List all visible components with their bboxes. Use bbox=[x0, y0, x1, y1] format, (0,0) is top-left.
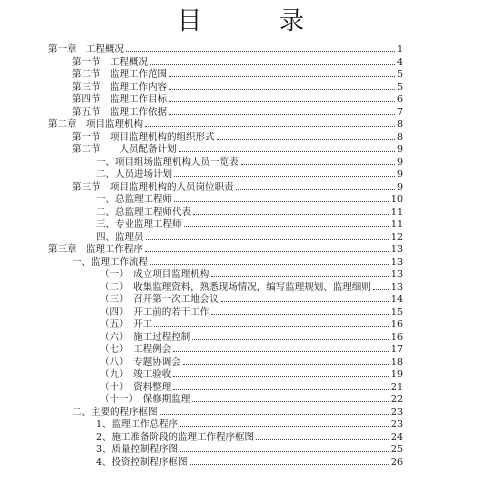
toc-entry-page: 9 bbox=[396, 156, 403, 168]
dot-leader bbox=[179, 151, 395, 152]
toc-entry-page: 14 bbox=[390, 294, 403, 305]
dot-leader bbox=[126, 51, 395, 52]
toc-entry[interactable] bbox=[100, 355, 403, 368]
toc-entry-page: 6 bbox=[396, 94, 403, 105]
toc-entry-label: 二、总监理工程师代表 bbox=[96, 206, 192, 218]
toc-entry-page: 16 bbox=[390, 331, 403, 343]
dot-leader bbox=[190, 464, 389, 465]
toc-entry-label: （六） 施工过程控制 bbox=[100, 331, 191, 343]
toc-entry[interactable] bbox=[100, 305, 403, 318]
toc-entry[interactable] bbox=[96, 442, 403, 455]
toc-entry[interactable] bbox=[100, 367, 403, 380]
toc-entry-page: 22 bbox=[390, 394, 403, 405]
toc-entry-page: 13 bbox=[390, 244, 403, 255]
toc-entry[interactable] bbox=[72, 80, 403, 93]
dot-leader bbox=[169, 101, 395, 102]
toc-entry-label: 三、专业监理工程师 bbox=[96, 219, 182, 230]
dot-leader bbox=[183, 364, 389, 365]
dot-leader bbox=[256, 439, 389, 440]
toc-entry-page: 26 bbox=[390, 456, 403, 468]
toc-entry-page: 9 bbox=[396, 169, 403, 180]
toc-entry[interactable] bbox=[72, 67, 403, 80]
toc-entry-page: 9 bbox=[396, 181, 403, 193]
toc-entry-label: 第二节 人员配备计划 bbox=[72, 144, 177, 155]
toc-entry-page: 10 bbox=[390, 194, 403, 205]
toc-entry[interactable] bbox=[96, 205, 403, 218]
toc-entry-label: 第三节 监理工作内容 bbox=[72, 81, 168, 93]
toc-entry[interactable] bbox=[96, 167, 403, 180]
toc-entry-page: 13 bbox=[390, 269, 403, 280]
toc-entry-page: 18 bbox=[390, 356, 403, 368]
toc-entry-label: （二） 收集监理资料，熟悉现场情况，编写监理规划、监理细则 bbox=[100, 281, 371, 293]
toc-entry-page: 25 bbox=[390, 444, 403, 455]
toc-entry-page: 16 bbox=[390, 319, 403, 330]
dot-leader bbox=[192, 401, 389, 402]
toc-entry-label: 第三章 监理工作程序 bbox=[48, 244, 144, 255]
toc-entry-page: 13 bbox=[390, 281, 403, 293]
toc-entry[interactable] bbox=[100, 267, 403, 280]
toc-entry[interactable] bbox=[100, 330, 403, 343]
toc-entry[interactable] bbox=[72, 255, 403, 268]
dot-leader bbox=[174, 201, 389, 202]
dot-leader bbox=[192, 339, 389, 340]
toc-entry-label: 一、监理工作流程 bbox=[72, 256, 149, 268]
dot-leader bbox=[173, 351, 389, 352]
dot-leader bbox=[173, 389, 389, 390]
dot-leader bbox=[150, 64, 395, 65]
toc-entry-page: 15 bbox=[390, 306, 403, 318]
toc-entry-page: 5 bbox=[396, 69, 403, 80]
toc-entry[interactable] bbox=[100, 342, 403, 355]
toc-entry-label: 3、质量控制程序图 bbox=[96, 444, 179, 455]
dot-leader bbox=[180, 426, 389, 427]
dot-leader bbox=[145, 251, 389, 252]
dot-leader bbox=[221, 301, 389, 302]
toc-entry-page: 19 bbox=[390, 369, 403, 380]
toc-entry-page: 11 bbox=[390, 219, 403, 230]
toc-entry-page: 9 bbox=[396, 144, 403, 155]
toc-entry-label: （七） 工程例会 bbox=[100, 344, 172, 355]
toc-entry-label: （八） 专题协调会 bbox=[100, 356, 181, 368]
toc-entry[interactable] bbox=[96, 155, 403, 168]
dot-leader bbox=[154, 326, 389, 327]
toc-entry-page: 23 bbox=[390, 419, 403, 430]
toc-entry[interactable] bbox=[96, 430, 403, 443]
toc-entry-label: 1、监理工作总程序 bbox=[96, 419, 179, 430]
page-title: 目 录 bbox=[176, 6, 330, 35]
dot-leader bbox=[236, 189, 395, 190]
toc-entry-label: 2、施工准备阶段的监理工作程序框图 bbox=[96, 431, 255, 443]
toc-entry[interactable] bbox=[48, 42, 403, 55]
dot-leader bbox=[180, 451, 389, 452]
dot-leader bbox=[160, 414, 389, 415]
toc-entry[interactable] bbox=[72, 92, 403, 105]
toc-entry-label: （五） 开工 bbox=[100, 319, 153, 330]
toc-entry-label: 4、投资控制程序框图 bbox=[96, 456, 188, 468]
toc-entry-page: 8 bbox=[396, 119, 403, 130]
dot-leader bbox=[211, 276, 389, 277]
toc-entry-label: 四、监理员 bbox=[96, 231, 144, 243]
toc-entry[interactable] bbox=[72, 105, 403, 118]
toc-entry-page: 8 bbox=[396, 131, 403, 143]
dot-leader bbox=[169, 114, 395, 115]
dot-leader bbox=[150, 264, 389, 265]
toc-entry-page: 7 bbox=[396, 106, 403, 118]
toc-entry[interactable] bbox=[96, 192, 403, 205]
toc-entry-label: 第一节 工程概况 bbox=[72, 56, 149, 68]
dot-leader bbox=[217, 139, 395, 140]
toc-entry[interactable] bbox=[100, 280, 403, 293]
toc-entry[interactable] bbox=[100, 317, 403, 330]
toc-entry-page: 21 bbox=[390, 381, 403, 393]
toc-entry[interactable] bbox=[72, 55, 403, 68]
dot-leader bbox=[145, 126, 395, 127]
toc-entry-page: 12 bbox=[390, 231, 403, 243]
dot-leader bbox=[173, 376, 389, 377]
toc-entry[interactable] bbox=[96, 417, 403, 430]
toc-entry-label: 二、人员进场计划 bbox=[96, 169, 173, 180]
toc-entry[interactable] bbox=[72, 142, 403, 155]
toc-entry-page: 13 bbox=[390, 256, 403, 268]
toc-entry[interactable] bbox=[100, 292, 403, 305]
toc-entry[interactable] bbox=[96, 455, 403, 468]
toc-entry-label: 第三节 项目监理机构的人员岗位职责 bbox=[72, 181, 234, 193]
toc-entry-label: 第一章 工程概况 bbox=[48, 44, 125, 55]
toc-entry-label: 一、项目组场监理机构人员一览表 bbox=[96, 156, 239, 168]
toc-entry[interactable] bbox=[100, 380, 403, 393]
toc-entry-page: 1 bbox=[396, 44, 403, 55]
dot-leader bbox=[169, 76, 395, 77]
toc-entry-label: 第五节 监理工作依据 bbox=[72, 106, 168, 118]
dot-leader bbox=[211, 314, 389, 315]
toc-entry-page: 17 bbox=[390, 344, 403, 355]
toc-entry-label: 第二章 项目监理机构 bbox=[48, 119, 144, 130]
toc-entry-label: 一、总监理工程师 bbox=[96, 194, 173, 205]
toc-entry-page: 5 bbox=[396, 81, 403, 93]
toc-entry-label: （一） 成立项目监理机构 bbox=[100, 269, 210, 280]
toc-entry-page: 24 bbox=[390, 431, 403, 443]
toc-entry-page: 4 bbox=[396, 56, 403, 68]
dot-leader bbox=[169, 89, 395, 90]
toc-entry-label: （三） 召开第一次工地会议 bbox=[100, 294, 219, 305]
toc-entry[interactable] bbox=[48, 117, 403, 130]
toc-entry[interactable] bbox=[48, 242, 403, 255]
toc-entry[interactable] bbox=[72, 130, 403, 143]
dot-leader bbox=[184, 226, 389, 227]
toc-entry-page: 11 bbox=[390, 206, 403, 218]
toc-entry-label: （十一） 保修期监理 bbox=[100, 394, 191, 405]
dot-leader bbox=[193, 214, 389, 215]
dot-leader bbox=[373, 289, 389, 290]
toc-entry-label: （九） 竣工验收 bbox=[100, 369, 172, 380]
toc-entry-label: 二、主要的程序框图 bbox=[72, 406, 158, 418]
dot-leader bbox=[174, 176, 395, 177]
dot-leader bbox=[241, 164, 395, 165]
toc-entry-page: 23 bbox=[390, 406, 403, 418]
toc-entry-label: （四） 开工前的若干工作 bbox=[100, 306, 210, 318]
toc-entry[interactable] bbox=[96, 230, 403, 243]
toc-entry-label: 第一节 项目监理机构的组织形式 bbox=[72, 131, 215, 143]
toc-entry[interactable] bbox=[96, 217, 403, 230]
toc-entry-label: （十） 资料整理 bbox=[100, 381, 172, 393]
toc-entry-label: 第二节 监理工作范围 bbox=[72, 69, 168, 80]
toc-entry[interactable] bbox=[100, 392, 403, 405]
toc-entry-label: 第四节 监理工作目标 bbox=[72, 94, 168, 105]
dot-leader bbox=[146, 239, 389, 240]
toc-entry[interactable] bbox=[72, 405, 403, 418]
toc-entry[interactable] bbox=[72, 180, 403, 193]
